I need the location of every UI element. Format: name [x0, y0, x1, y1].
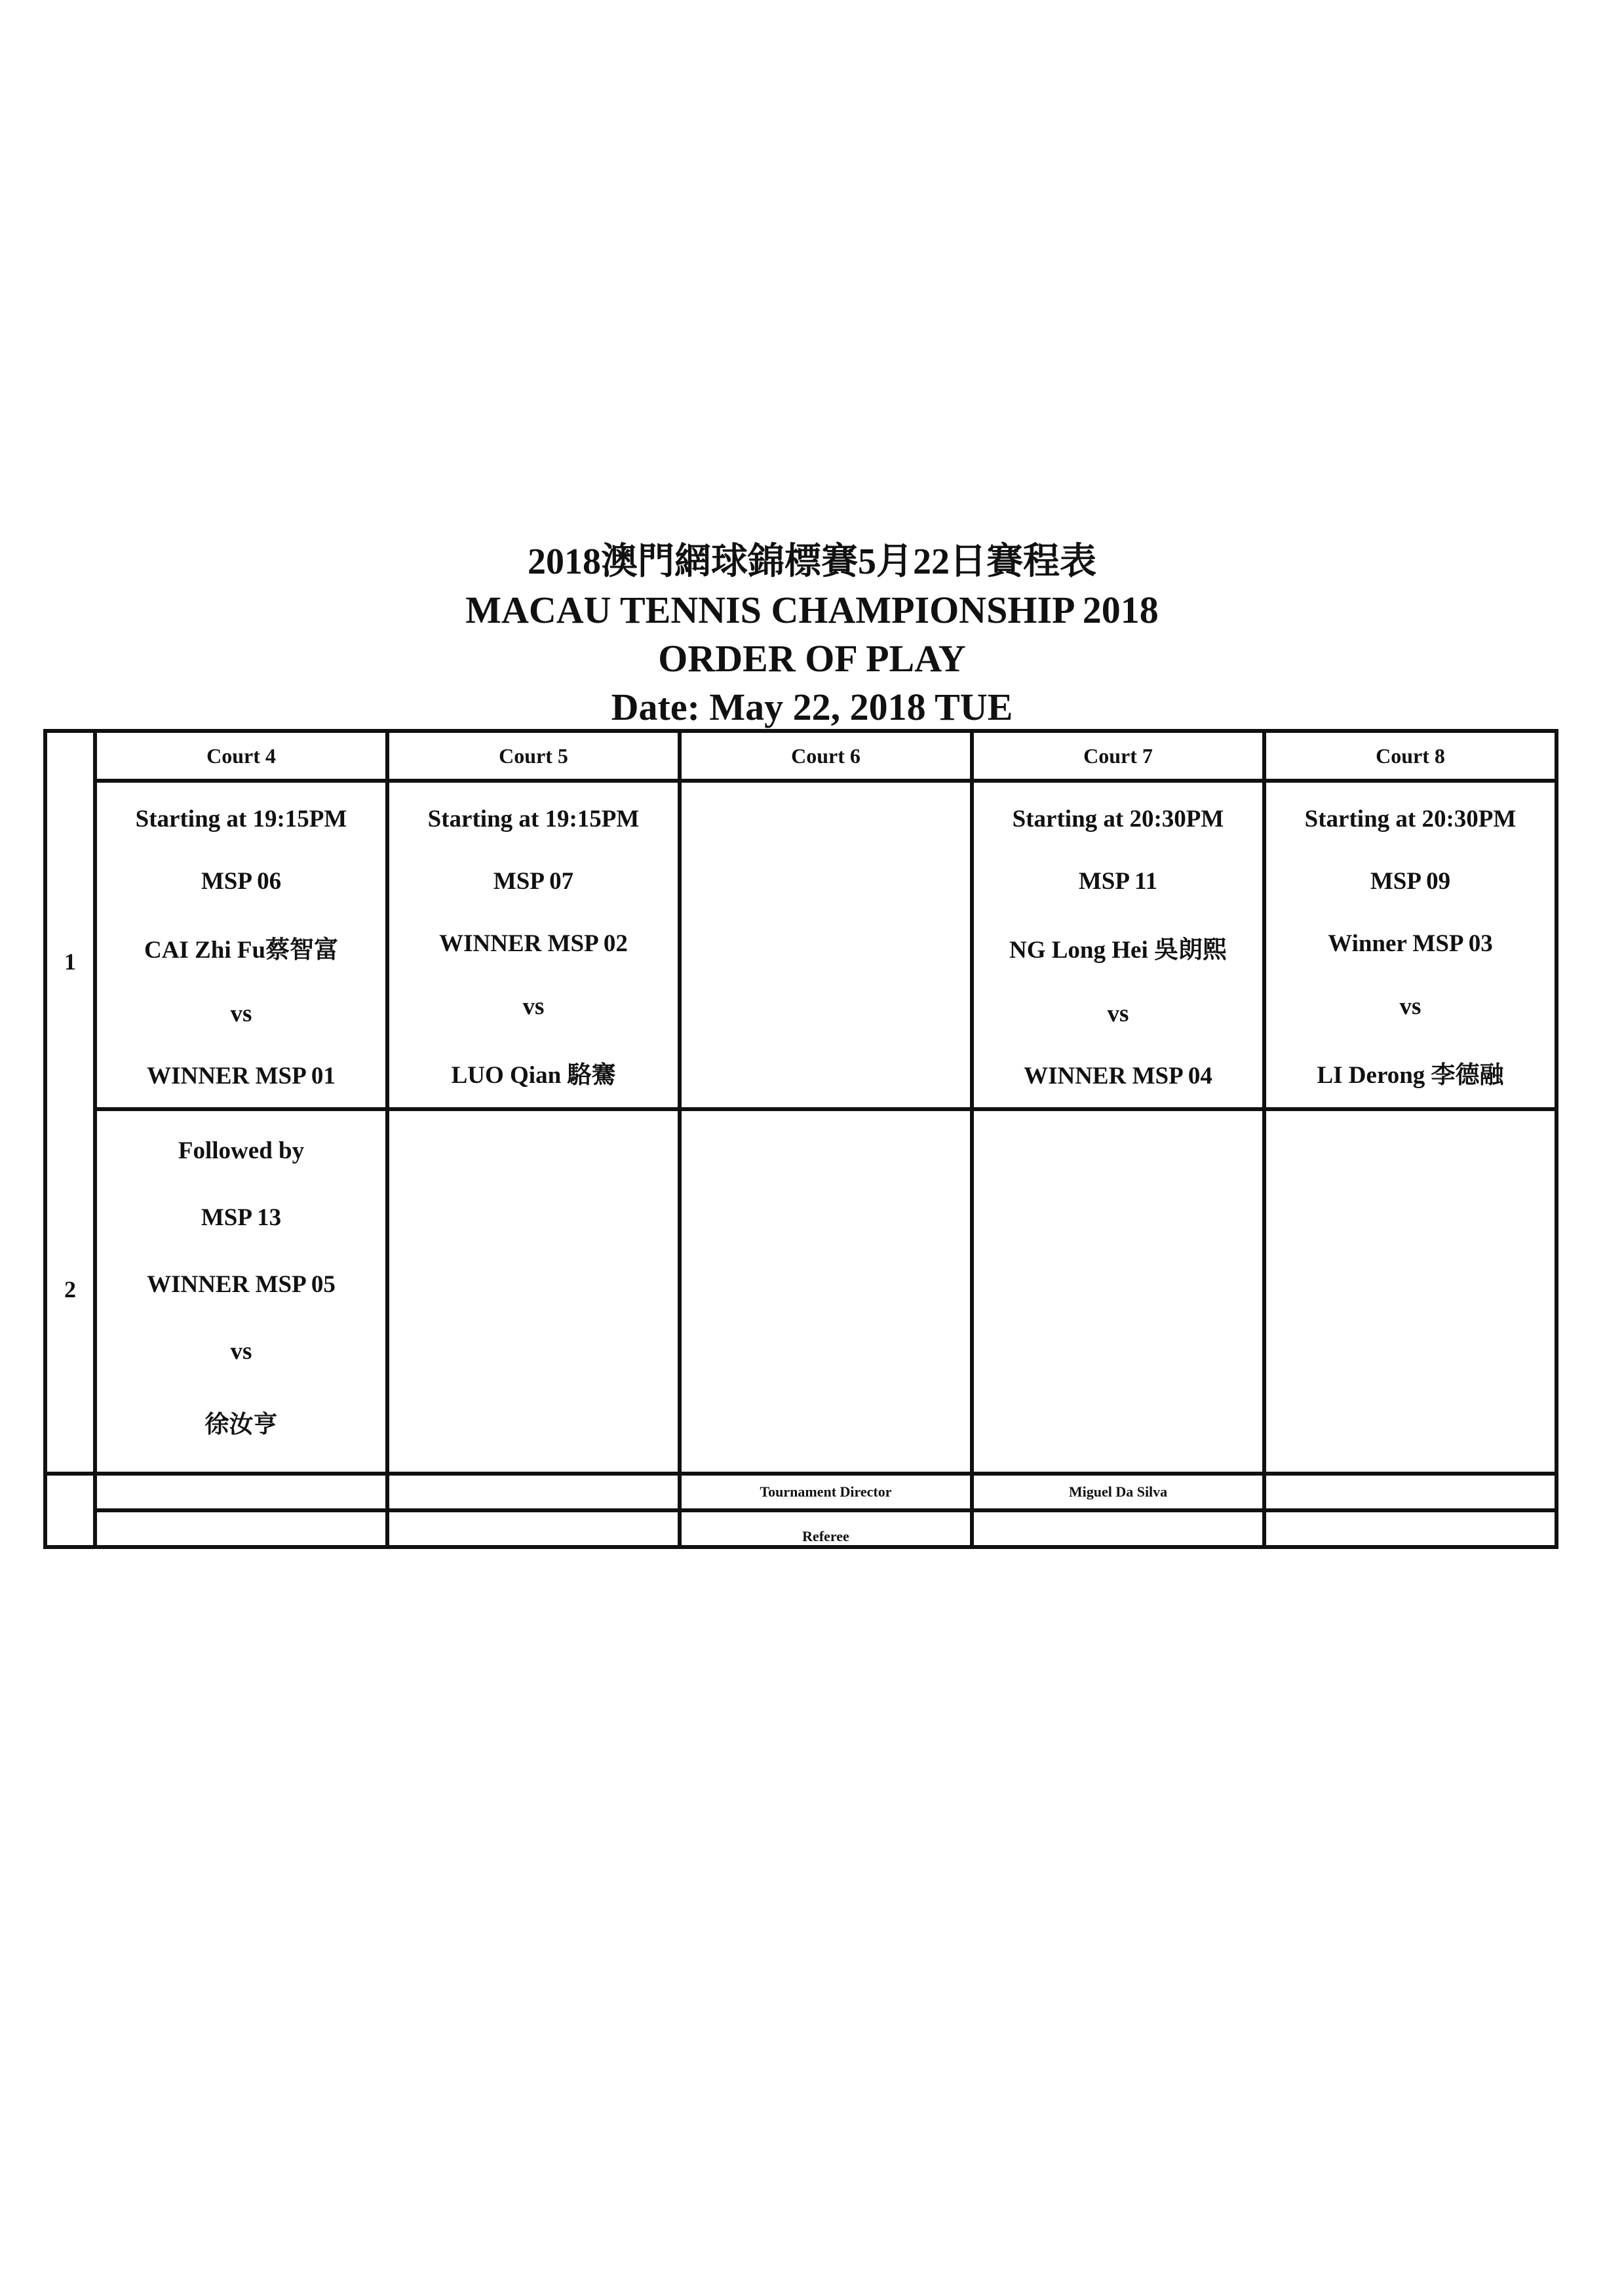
title-date: Date: May 22, 2018 TUE	[611, 686, 1013, 728]
player-one: WINNER MSP 02	[439, 930, 628, 958]
start-time: Starting at 20:30PM	[1012, 806, 1224, 833]
footer-blank-cell	[1264, 1474, 1556, 1510]
match-cell	[1264, 781, 1556, 1109]
row-number-column	[45, 731, 95, 1474]
match-id: MSP 13	[201, 1204, 282, 1232]
footer-row-director	[45, 1474, 1556, 1510]
player-two: WINNER MSP 04	[1024, 1062, 1212, 1089]
title-chinese: 2018澳門網球錦標賽5月22日賽程表	[528, 541, 1096, 582]
match-cell	[387, 781, 680, 1109]
director-name: Miguel Da Silva	[972, 1474, 1264, 1510]
versus: vs	[1107, 1000, 1129, 1027]
match-row-2	[45, 1109, 1556, 1474]
start-time: Starting at 20:30PM	[1304, 806, 1517, 833]
row-number-1: 1	[64, 949, 76, 975]
court-header: Court 6	[680, 731, 972, 781]
footer-blank-cell	[972, 1510, 1264, 1547]
match-id: MSP 06	[201, 868, 282, 895]
director-label: Tournament Director	[680, 1474, 972, 1510]
court-header: Court 4	[95, 731, 387, 781]
row-number-2: 2	[64, 1276, 76, 1303]
player-one: NG Long Hei 吳朗熙	[1009, 937, 1227, 964]
order-of-play-table	[43, 729, 1558, 1549]
footer-blank-cell	[95, 1474, 387, 1510]
versus: vs	[230, 1000, 252, 1027]
match-cell	[680, 1109, 972, 1474]
court-header: Court 5	[387, 731, 680, 781]
player-one: CAI Zhi Fu蔡智富	[144, 937, 339, 964]
start-time: Followed by	[178, 1137, 305, 1165]
versus: vs	[1399, 992, 1421, 1020]
match-cell	[1264, 1109, 1556, 1474]
player-two: LUO Qian 駱騫	[451, 1061, 616, 1089]
footer-blank-cell	[1264, 1510, 1556, 1547]
footer-blank-cell	[387, 1474, 680, 1510]
match-cell	[95, 1109, 387, 1474]
match-cell	[387, 1109, 680, 1474]
start-time: Starting at 19:15PM	[135, 806, 347, 833]
title-order-of-play: ORDER OF PLAY	[658, 637, 966, 680]
player-two: 徐汝亨	[204, 1411, 278, 1438]
footer-blank-cell	[45, 1474, 95, 1547]
match-id: MSP 09	[1370, 868, 1451, 895]
versus: vs	[522, 992, 545, 1020]
start-time: Starting at 19:15PM	[427, 806, 640, 833]
court-header: Court 7	[972, 731, 1264, 781]
footer-row-referee	[45, 1510, 1556, 1547]
referee-label: Referee	[680, 1510, 972, 1547]
match-cell	[972, 781, 1264, 1109]
versus: vs	[230, 1337, 252, 1365]
court-header: Court 8	[1264, 731, 1556, 781]
player-one: WINNER MSP 05	[147, 1270, 336, 1298]
title-block	[0, 538, 1624, 732]
player-two: WINNER MSP 01	[147, 1062, 336, 1089]
title-english: MACAU TENNIS CHAMPIONSHIP 2018	[465, 589, 1159, 631]
player-one: Winner MSP 03	[1328, 930, 1493, 958]
match-cell	[95, 781, 387, 1109]
match-id: MSP 07	[493, 868, 574, 895]
footer-blank-cell	[387, 1510, 680, 1547]
footer-blank-cell	[95, 1510, 387, 1547]
player-two: LI Derong 李德融	[1317, 1061, 1504, 1089]
match-cell	[680, 781, 972, 1109]
court-header-row	[45, 731, 1556, 781]
match-id: MSP 11	[1078, 868, 1158, 895]
match-row-1	[45, 781, 1556, 1109]
match-cell	[972, 1109, 1264, 1474]
